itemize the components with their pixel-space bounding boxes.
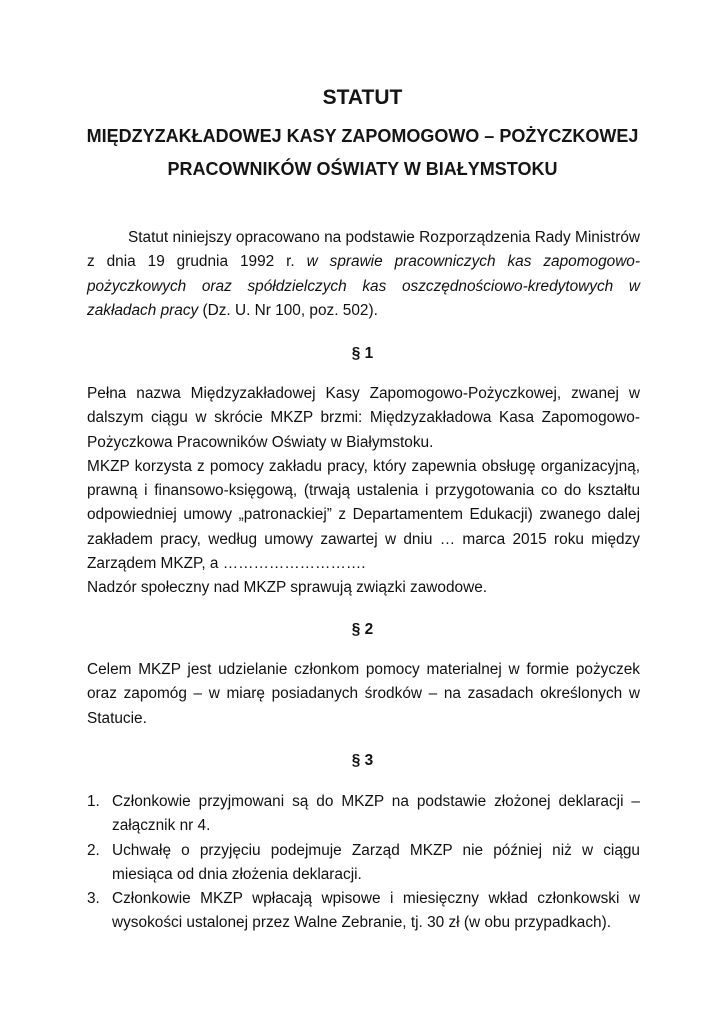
intro-italic-text: w sprawie pracowniczych kas zapomogowo-pożyczkowych oraz spółdzielczych kas oszczędnościowo-kredytowych w zakładach pracy xyxy=(87,253,640,319)
list-item-text: Uchwałę o przyjęciu podejmuje Zarząd MKZP nie później niż w ciągu miesiąca od dnia złożenia deklaracji. xyxy=(112,841,640,883)
list-item-text: Członkowie przyjmowani są do MKZP na podstawie złożonej deklaracji – załącznik nr 4. xyxy=(112,793,640,835)
intro-paragraph xyxy=(87,226,640,323)
list-item xyxy=(87,839,640,888)
list-item-number: 1. xyxy=(87,793,100,810)
subtitle-line-1: MIĘDZYZAKŁADOWEJ KASY ZAPOMOGOWO – POŻYCZKOWEJ xyxy=(86,126,639,146)
list-item xyxy=(87,887,640,936)
subtitle-line-2: PRACOWNIKÓW OŚWIATY W BIAŁYMSTOKU xyxy=(167,159,558,179)
intro-text: Statut niniejszy opracowano na podstawie Rozporządzenia Rady Ministrów z dnia 19 grudnia 1992 r. xyxy=(87,229,640,271)
section-3-heading: § 3 xyxy=(351,752,374,769)
section-2-paragraph-1: Celem MKZP jest udzielanie członkom pomocy materialnej w formie pożyczek oraz zapomóg – w miarę posiadanych środków – na zasadach określonych w Statucie. xyxy=(87,661,640,727)
section-1-body xyxy=(87,382,640,601)
section-2-heading: § 2 xyxy=(351,621,374,638)
section-1-paragraph-2: MKZP korzysta z pomocy zakładu pracy, który zapewnia obsługę organizacyjną, prawną i finansowo-księgową, (trwają ustalenia i przygotowania co do kształtu odpowiedniej umowy „patronackiej” z Departamentem Edukacji) zwanego dalej zakładem pracy, według umowy zawartej w dniu … marca 2015 roku między Zarządem MKZP, a ………………………. xyxy=(87,457,640,573)
list-item xyxy=(87,790,640,839)
section-1-paragraph-1: Pełna nazwa Międzyzakładowej Kasy Zapomogowo-Pożyczkowej, zwanej w dalszym ciągu w skrócie MKZP brzmi: Międzyzakładowa Kasa Zapomogowo-Pożyczkowa Pracowników Oświaty w Białymstoku. xyxy=(87,385,640,451)
document-title: STATUT xyxy=(322,86,403,109)
document-subtitle xyxy=(60,120,665,186)
intro-text-end: (Dz. U. Nr 100, poz. 502). xyxy=(198,301,378,319)
section-1-paragraph-3: Nadzór społeczny nad MKZP sprawują związki zawodowe. xyxy=(87,579,488,597)
list-item-number: 2. xyxy=(87,841,100,859)
section-1-heading: § 1 xyxy=(351,345,374,362)
section-3-list xyxy=(87,790,640,936)
list-item-number: 3. xyxy=(87,890,100,908)
list-item-text: Członkowie MKZP wpłacają wpisowe i miesięczny wkład członkowski w wysokości ustalonej przez Walne Zebranie, tj. 30 zł (w obu przypadkach). xyxy=(112,890,640,932)
